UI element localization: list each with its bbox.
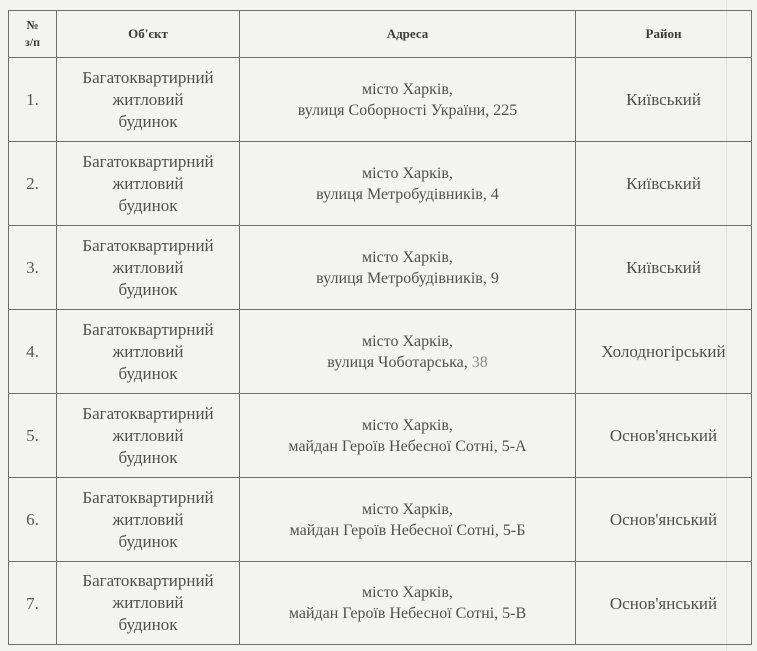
object-line: житловий bbox=[112, 593, 184, 612]
address-city: місто Харків, bbox=[362, 584, 453, 601]
address-city: місто Харків, bbox=[362, 164, 453, 182]
object-cell bbox=[57, 58, 240, 142]
header-number-symbol: № bbox=[26, 18, 39, 32]
object-line: Багатоквартирний bbox=[82, 487, 214, 507]
object-cell bbox=[57, 142, 240, 226]
object-line: Багатоквартирний bbox=[82, 235, 214, 255]
object-cell bbox=[57, 562, 240, 645]
object-line: будинок bbox=[118, 447, 178, 467]
object-line: житловий bbox=[112, 341, 184, 361]
object-line: будинок bbox=[118, 111, 178, 131]
address-cell bbox=[240, 562, 576, 645]
address-street: вулиця Метробудівників, 4 bbox=[316, 185, 499, 203]
address-street: вулиця Соборності України, 225 bbox=[297, 101, 518, 119]
row-number: 6. bbox=[9, 478, 57, 562]
address-cell bbox=[240, 58, 576, 142]
table-row bbox=[9, 226, 752, 310]
table-row bbox=[9, 58, 752, 142]
address-cell bbox=[240, 226, 576, 310]
row-number: 3. bbox=[9, 226, 57, 310]
district-cell: Холодногірський bbox=[576, 310, 752, 394]
row-number: 5. bbox=[9, 394, 57, 478]
district-cell: Основ'янський bbox=[576, 478, 752, 562]
object-line: житловий bbox=[112, 89, 184, 109]
address-house-number: 38 bbox=[471, 353, 488, 371]
object-line: Багатоквартирний bbox=[82, 67, 214, 87]
header-object: Об'єкт bbox=[57, 11, 240, 58]
object-cell bbox=[57, 394, 240, 478]
address-street: вулиця Метробудівників, 9 bbox=[316, 269, 499, 287]
object-line: житловий bbox=[112, 509, 184, 529]
address-street: майдан Героїв Небесної Сотні, 5-А bbox=[288, 437, 527, 455]
object-cell bbox=[57, 478, 240, 562]
address-street bbox=[240, 352, 575, 373]
object-line: Багатоквартирний bbox=[82, 571, 214, 590]
object-cell bbox=[57, 226, 240, 310]
address-cell bbox=[240, 478, 576, 562]
object-line: Багатоквартирний bbox=[82, 403, 214, 423]
district-cell: Київський bbox=[576, 58, 752, 142]
address-street-name: вулиця Чоботарська, bbox=[327, 353, 472, 371]
district-cell: Київський bbox=[576, 142, 752, 226]
object-line: житловий bbox=[112, 257, 184, 277]
row-number: 1. bbox=[9, 58, 57, 142]
header-number bbox=[9, 11, 57, 58]
object-line: будинок bbox=[118, 615, 178, 634]
address-cell bbox=[240, 310, 576, 394]
row-number: 7. bbox=[9, 562, 57, 645]
district-cell: Основ'янський bbox=[576, 562, 752, 645]
table-row bbox=[9, 394, 752, 478]
row-number: 2. bbox=[9, 142, 57, 226]
address-city: місто Харків, bbox=[362, 248, 453, 266]
address-city: місто Харків, bbox=[362, 80, 453, 98]
objects-table bbox=[8, 10, 752, 645]
table-header-row bbox=[9, 11, 752, 58]
address-street: майдан Героїв Небесної Сотні, 5-Б bbox=[289, 521, 526, 539]
object-line: будинок bbox=[118, 531, 178, 551]
district-cell: Київський bbox=[576, 226, 752, 310]
address-cell bbox=[240, 394, 576, 478]
object-cell bbox=[57, 310, 240, 394]
header-district: Район bbox=[576, 11, 752, 58]
table-row bbox=[9, 310, 752, 394]
address-cell bbox=[240, 142, 576, 226]
object-line: Багатоквартирний bbox=[82, 151, 214, 171]
object-line: будинок bbox=[118, 279, 178, 299]
object-line: житловий bbox=[112, 425, 184, 445]
district-cell: Основ'янський bbox=[576, 394, 752, 478]
header-address: Адреса bbox=[240, 11, 576, 58]
object-line: Багатоквартирний bbox=[82, 319, 214, 339]
table-row bbox=[9, 142, 752, 226]
row-number: 4. bbox=[9, 310, 57, 394]
address-street: майдан Героїв Небесної Сотні, 5-В bbox=[288, 605, 527, 622]
table-row bbox=[9, 562, 752, 645]
address-city: місто Харків, bbox=[362, 332, 453, 350]
table-row bbox=[9, 478, 752, 562]
address-city: місто Харків, bbox=[362, 416, 453, 434]
object-line: житловий bbox=[112, 173, 184, 193]
object-line: будинок bbox=[118, 195, 178, 215]
address-city: місто Харків, bbox=[362, 500, 453, 518]
header-number-abbr: з/п bbox=[24, 35, 41, 49]
object-line: будинок bbox=[118, 363, 178, 383]
